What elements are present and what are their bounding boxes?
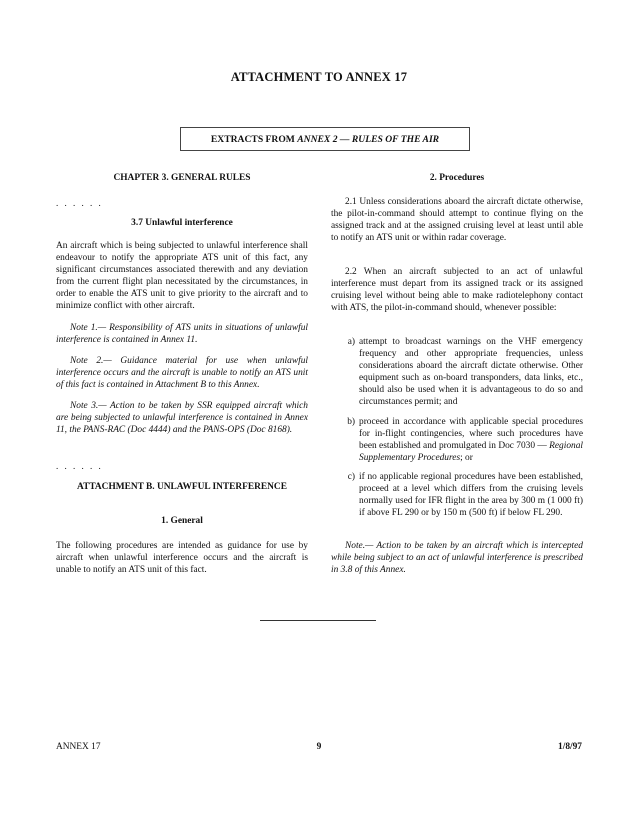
list-item-c <box>331 471 583 519</box>
note-interception: Note.— Action to be taken by an aircraft which is intercepted while being subject to an act of unlawful interference is prescribed in 3.8 of this Annex. <box>331 541 583 576</box>
list-item-text: attempt to broadcast warnings on the VHF emergency frequency and other appropriate frequencies, unless considerations aboard the aircraft dictate otherwise. Other equipment such as on-board transponders, data links, etc., should also be used when it is advantageous to do so and circumstances permit; and <box>359 337 583 408</box>
list-item-a <box>331 336 583 409</box>
page-number: 9 <box>316 742 322 752</box>
list-item-text: if no applicable regional procedures have been established, proceed at a level which differs from the cruising levels normally used for IFR flight in the area by 300 m (1 000 ft) if above FL 290 or by 150 m (500 ft) if below FL 290. <box>359 472 583 519</box>
list-marker: c) <box>347 472 355 482</box>
paragraph-unlawful-interference: An aircraft which is being subjected to unlawful interference shall endeavour to notify the appropriate ATS unit of this fact, any significant circumstances associated therewith and any deviation from the current flight plan necessitated by the circumstances, in order to enable the ATS unit to give priority to the aircraft and to minimize conflict with other aircraft. <box>56 241 308 312</box>
paragraph-2-1: 2.1 Unless considerations aboard the aircraft dictate otherwise, the pilot-in-command should attempt to continue flying on the assigned track and at the assigned cruising level at least until able to notify an ATS unit or within radar coverage. <box>331 197 583 244</box>
paragraph-2-2: 2.2 When an aircraft subjected to an act of unlawful interference must depart from its assigned track or its assigned cruising level without being able to make radiotelephony contact with ATS, the pilot-in-command should, whenever possible: <box>331 267 583 314</box>
section-heading: 3.7 Unlawful interference <box>131 218 233 228</box>
extracts-italic: ANNEX 2 — RULES OF THE AIR <box>297 133 440 145</box>
note-3: Note 3.— Action to be taken by SSR equipped aircraft which are being subjected to unlawful interference is contained in Annex 11, the PANS-RAC (Doc 4444) and the PANS-OPS (Doc 8168). <box>56 401 308 436</box>
paragraph-general: The following procedures are intended as guidance for use by aircraft when unlawful interference occurs and the aircraft is unable to notify an ATS unit of this fact. <box>56 541 308 576</box>
chapter-heading: CHAPTER 3. GENERAL RULES <box>113 173 251 183</box>
list-marker: a) <box>347 337 355 347</box>
footer-date: 1/8/97 <box>558 742 582 752</box>
procedures-heading: 2. Procedures <box>429 173 485 183</box>
ellipsis-separator-2: . . . . . . <box>56 461 103 471</box>
general-heading: 1. General <box>161 516 203 526</box>
list-item-text: proceed in accordance with applicable special procedures for in-flight contingencies, where such procedures have been established and promulgated in Doc 7030 — Regional Supplementary Procedures; or <box>359 417 583 464</box>
extracts-banner <box>180 127 470 151</box>
note-1: Note 1.— Responsibility of ATS units in situations of unlawful interference is contained in Annex 11. <box>56 323 308 346</box>
list-item-b <box>331 416 583 464</box>
footer-annex-label: ANNEX 17 <box>56 742 101 752</box>
page-title: ATTACHMENT TO ANNEX 17 <box>230 70 408 84</box>
ellipsis-separator: . . . . . . <box>56 198 103 208</box>
extracts-prefix: EXTRACTS FROM <box>210 133 298 145</box>
end-divider <box>260 620 376 621</box>
list-marker: b) <box>347 417 355 427</box>
note-2: Note 2.— Guidance material for use when unlawful interference occurs and the aircraft is unable to notify an ATS unit of this fact is contained in Attachment B to this Annex. <box>56 356 308 391</box>
attachment-b-heading: ATTACHMENT B. UNLAWFUL INTERFERENCE <box>77 482 287 492</box>
